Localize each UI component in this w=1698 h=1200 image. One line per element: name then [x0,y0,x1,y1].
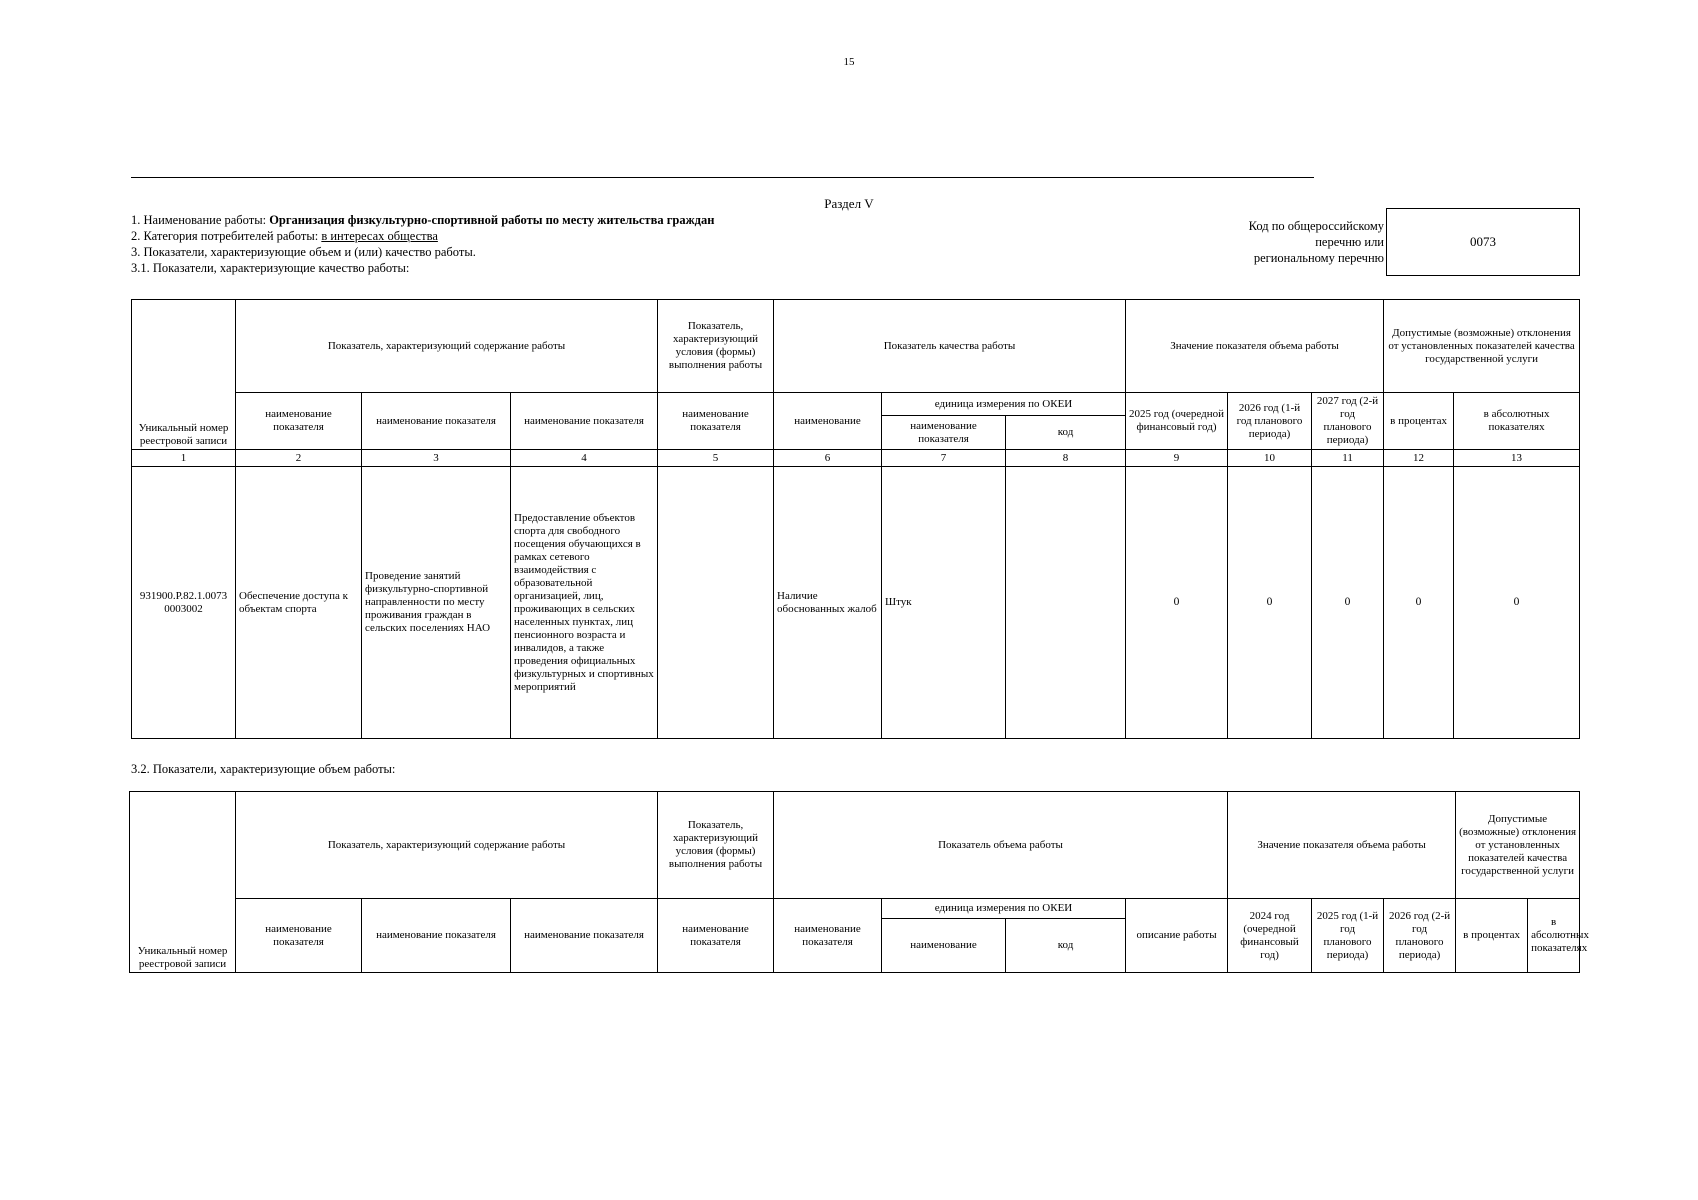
column-number: 2 [236,450,362,467]
code-box [1386,208,1580,276]
column-number: 1 [132,450,236,467]
code-value: 0073 [1470,234,1496,249]
header-okei-name: наименование [882,919,1006,973]
header-volume-name: наименование показателя [774,899,882,973]
header-okei-code: код [1006,919,1126,973]
header-indicator-name: наименование показателя [236,899,362,973]
header-conditions-indicator: Показатель, характеризующий условия (формы) выполнения работы [658,792,774,899]
header-absolute: в абсолютных показателях [1528,899,1580,973]
header-year-2025: 2025 год (очередной финансовый год) [1126,393,1228,450]
code-label [1180,218,1384,266]
cell-value-2027: 0 [1312,467,1384,739]
column-number: 9 [1126,450,1228,467]
header-okei-code: код [1006,416,1126,450]
header-conditions-indicator: Показатель, характеризующий условия (формы) выполнения работы [658,300,774,393]
indicators-line: 3. Показатели, характеризующие объем и (или) качество работы. [131,245,476,259]
header-description: описание работы [1126,899,1228,973]
header-content-indicator: Показатель, характеризующий содержание работы [236,792,658,899]
cell-content-1: Обеспечение доступа к объектам спорта [236,467,362,739]
header-unique-number: Уникальный номер реестровой записи [132,300,236,450]
header-volume-indicator: Показатель объема работы [774,792,1228,899]
header-indicator-name-2: наименование показателя [362,899,511,973]
column-number: 8 [1006,450,1126,467]
header-year-2026: 2026 год (1-й год планового периода) [1228,393,1312,450]
header-year-2025: 2025 год (1-й год планового периода) [1312,899,1384,973]
column-number: 5 [658,450,774,467]
header-indicator-name-3: наименование показателя [511,393,658,450]
column-number: 3 [362,450,511,467]
cell-value-2026: 0 [1228,467,1312,739]
header-indicator-name: наименование показателя [236,393,362,450]
quality-indicators-heading: 3.1. Показатели, характеризующие качество работы: [131,261,410,275]
section-title: Раздел V [824,196,874,211]
consumer-category-label: 2. Категория потребителей работы: [131,229,322,243]
cell-unique-number: 931900.Р.82.1.0073 0003002 [132,467,236,739]
header-okei-name: наименование показателя [882,416,1006,450]
cell-unit: Штук [882,467,1006,739]
cell-content-2: Проведение занятий физкультурно-спортивной направленности по месту проживания граждан в сельских поселениях НАО [362,467,511,739]
column-number: 6 [774,450,882,467]
work-info [131,212,714,276]
header-okei: единица измерения по ОКЕИ [882,899,1126,919]
volume-section-title: 3.2. Показатели, характеризующие объем работы: [131,762,396,776]
column-number: 11 [1312,450,1384,467]
volume-table [129,791,1589,973]
header-absolute: в абсолютных показателях [1454,393,1580,450]
header-quality-indicator: Показатель качества работы [774,300,1126,393]
work-name-label: 1. Наименование работы: [131,213,270,227]
header-value: Значение показателя объема работы [1228,792,1456,899]
header-year-2027: 2027 год (2-й год планового периода) [1312,393,1384,450]
header-name: наименование [774,393,882,450]
header-indicator-name-2: наименование показателя [362,393,511,450]
code-label-line2: перечню или [1315,235,1384,249]
cell-quality-name: Наличие обоснованных жалоб [774,467,882,739]
header-year-2024: 2024 год (очередной финансовый год) [1228,899,1312,973]
header-percent: в процентах [1456,899,1528,973]
top-divider [131,177,1314,178]
header-percent: в процентах [1384,393,1454,450]
cell-condition [658,467,774,739]
code-label-line1: Код по общероссийскому [1248,219,1384,233]
column-number: 4 [511,450,658,467]
header-indicator-name-3: наименование показателя [511,899,658,973]
consumer-category-value: в интересах общества [321,229,438,243]
work-name-value: Организация физкультурно-спортивной работы по месту жительства граждан [269,213,715,227]
table-row [132,467,1580,739]
header-unique-number: Уникальный номер реестровой записи [130,792,236,973]
code-label-line3: региональному перечню [1253,251,1384,265]
consumer-category-line [131,228,714,244]
header-content-indicator: Показатель, характеризующий содержание работы [236,300,658,393]
cell-deviation-percent: 0 [1384,467,1454,739]
header-year-2026: 2026 год (2-й год планового периода) [1384,899,1456,973]
page-number: 15 [843,56,855,68]
header-condition-name: наименование показателя [658,899,774,973]
column-number: 10 [1228,450,1312,467]
header-okei: единица измерения по ОКЕИ [882,393,1126,416]
header-deviation: Допустимые (возможные) отклонения от установленных показателей качества государственной услуги [1384,300,1580,393]
column-number: 7 [882,450,1006,467]
work-name-line [131,212,714,228]
header-deviation: Допустимые (возможные) отклонения от установленных показателей качества государственной услуги [1456,792,1580,899]
header-value: Значение показателя объема работы [1126,300,1384,393]
header-condition-name: наименование показателя [658,393,774,450]
cell-value-2025: 0 [1126,467,1228,739]
cell-content-3: Предоставление объектов спорта для свободного посещения обучающихся в рамках сетевого взаимодействия с образовательной организацией, лиц, проживающих в сельских населенных пунктах, лиц пенсионного возраста и инвалидов, а также проведения официальных физкультурных и спортивных мероприятий [511,467,658,739]
cell-deviation-absolute: 0 [1454,467,1580,739]
cell-code [1006,467,1126,739]
column-number: 13 [1454,450,1580,467]
column-number: 12 [1384,450,1454,467]
quality-table [131,299,1580,739]
